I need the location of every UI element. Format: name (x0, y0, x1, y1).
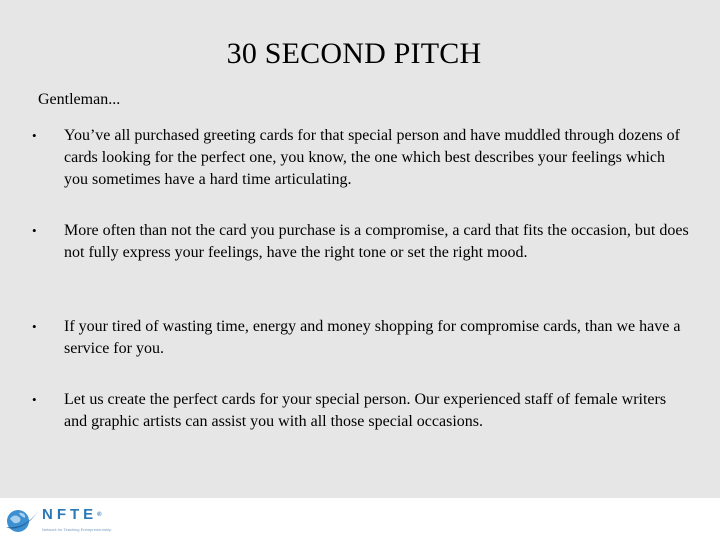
bullet-symbol: • (32, 128, 37, 143)
bullet-symbol: • (32, 319, 37, 334)
bullet-item (28, 316, 690, 360)
bullet-item (28, 220, 690, 264)
bullet-symbol: • (32, 392, 37, 407)
bullet-text: You’ve all purchased greeting cards for that special person and have muddled through dozens of cards looking for the perfect one, you know, the one which best describes your feelings which you sometimes have a hard time articulating. (64, 127, 680, 188)
nfte-logo (4, 503, 134, 537)
bullet-text: More often than not the card you purchase is a compromise, a card that fits the occasion, but does not fully express your feelings, have the right tone or set the right mood. (64, 222, 689, 261)
bullet-symbol: • (32, 223, 37, 238)
bullet-text: If your tired of wasting time, energy and money shopping for compromise cards, than we have a service for you. (64, 318, 681, 357)
globe-swoosh-icon (4, 505, 40, 535)
logo-wordmark-text: NFTE (42, 506, 98, 523)
logo-tagline: Network for Teaching Entrepreneurship (42, 527, 112, 532)
bullet-item (28, 389, 690, 433)
logo-trademark: ® (97, 512, 102, 518)
logo-wordmark (42, 506, 102, 524)
slide-title: 30 SECOND PITCH (226, 37, 482, 70)
intro-text: Gentleman... (38, 91, 121, 108)
bullet-item (28, 125, 690, 191)
bullet-text: Let us create the perfect cards for your special person. Our experienced staff of female writers and graphic artists can assist you with all those special occasions. (64, 391, 667, 430)
